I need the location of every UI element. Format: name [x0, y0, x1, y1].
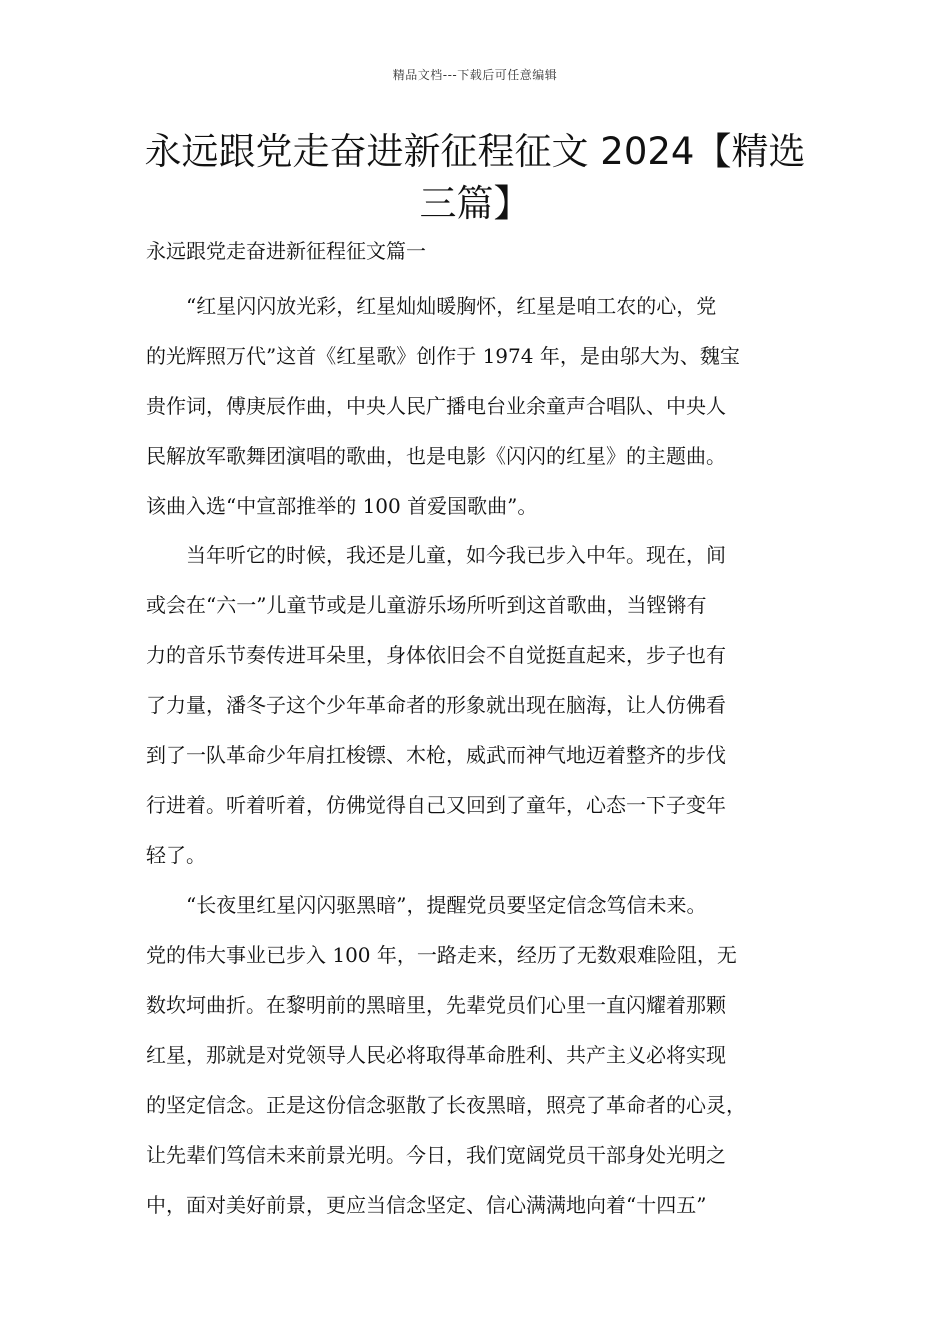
paragraph-2 — [146, 530, 810, 880]
paragraph-line: 了力量，潘冬子这个少年革命者的形象就出现在脑海，让人仿佛看 — [146, 693, 726, 717]
paragraph-line: 让先辈们笃信未来前景光明。今日，我们宽阔党员干部身处光明之 — [146, 1143, 726, 1167]
section-heading: 永远跟党走奋进新征程征文篇一 — [146, 239, 426, 263]
title-line-2: 三篇】 — [419, 182, 531, 225]
paragraph-line: 到了一队革命少年肩扛梭镖、木枪，威武而神气地迈着整齐的步伐 — [146, 743, 726, 767]
title-line-1: 永远跟党走奋进新征程征文 2024【精选 — [144, 130, 806, 173]
paragraph-line: “红星闪闪放光彩，红星灿灿暖胸怀，红星是咱工农的心，党 — [186, 294, 717, 318]
paragraph-line: 的光辉照万代”这首《红星歌》创作于 1974 年，是由邬大为、魏宝 — [146, 344, 740, 368]
paragraph-3 — [146, 880, 810, 1230]
paragraph-line: 该曲入选“中宣部推举的 100 首爱国歌曲”。 — [146, 494, 538, 518]
paragraph-line: 民解放军歌舞团演唱的歌曲，也是电影《闪闪的红星》的主题曲。 — [146, 444, 726, 468]
paragraph-line: 或会在“六一”儿童节或是儿童游乐场所听到这首歌曲，当铿锵有 — [146, 593, 707, 617]
page-title — [140, 126, 810, 230]
paragraph-line: 的坚定信念。正是这份信念驱散了长夜黑暗，照亮了革命者的心灵， — [146, 1093, 746, 1117]
paragraph-line: 红星，那就是对党领导人民必将取得革命胜利、共产主义必将实现 — [146, 1043, 726, 1067]
paragraph-line: 力的音乐节奏传进耳朵里，身体依旧会不自觉挺直起来，步子也有 — [146, 643, 726, 667]
paragraph-line: 数坎坷曲折。在黎明前的黑暗里，先辈党员们心里一直闪耀着那颗 — [146, 993, 726, 1017]
paragraph-line: “长夜里红星闪闪驱黑暗”，提醒党员要坚定信念笃信未来。 — [186, 893, 707, 917]
paragraph-1 — [146, 281, 810, 531]
header-note: 精品文档---下载后可任意编辑 — [392, 68, 558, 82]
paragraph-line: 贵作词，傅庚辰作曲，中央人民广播电台业余童声合唱队、中央人 — [146, 394, 726, 418]
paragraph-line: 中，面对美好前景，更应当信念坚定、信心满满地向着“十四五” — [146, 1193, 707, 1217]
paragraph-line: 轻了。 — [146, 843, 206, 867]
paragraph-line: 党的伟大事业已步入 100 年，一路走来，经历了无数艰难险阻，无 — [146, 943, 737, 967]
paragraph-line: 行进着。听着听着，仿佛觉得自己又回到了童年，心态一下子变年 — [146, 793, 726, 817]
paragraph-line: 当年听它的时候，我还是儿童，如今我已步入中年。现在，间 — [186, 543, 726, 567]
